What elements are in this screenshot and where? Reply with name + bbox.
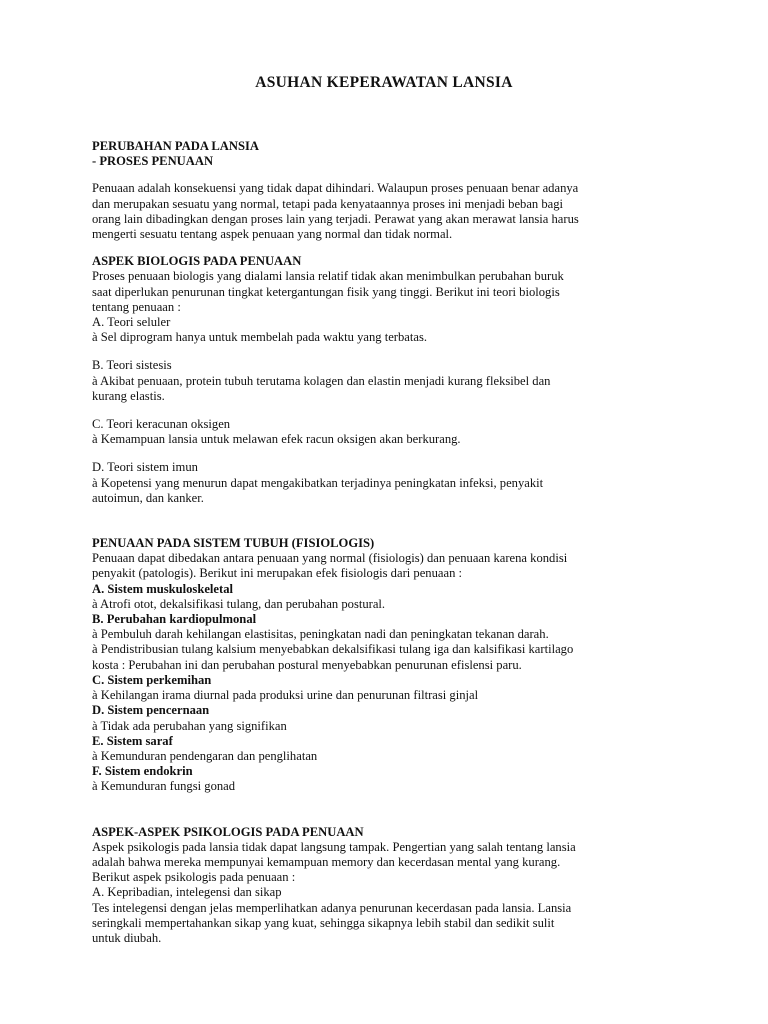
item-text: à Kemampuan lansia untuk melawan efek racun oksigen akan berkurang. <box>92 432 461 447</box>
paragraph-line: Penuaan adalah konsekuensi yang tidak dapat dihindari. Walaupun proses penuaan benar adanya <box>92 181 579 196</box>
item-text: seringkali mempertahankan sikap yang kuat, sehingga sikapnya lebih stabil dan sedikit sulit <box>92 915 555 930</box>
item-text: à Atrofi otot, dekalsifikasi tulang, dan perubahan postural. <box>92 596 386 611</box>
item-text: kosta : Perubahan ini dan perubahan postural menyebabkan penurunan efislensi paru. <box>92 657 522 672</box>
item-text: autoimun, dan kanker. <box>92 490 204 505</box>
item-title: B. Teori sistesis <box>92 358 172 373</box>
item-text: à Kemunduran fungsi gonad <box>92 779 236 794</box>
document-title: ASUHAN KEPERAWATAN LANSIA <box>255 74 513 91</box>
item-title: A. Teori seluler <box>92 315 171 330</box>
item-text: à Kopetensi yang menurun dapat mengakibatkan terjadinya peningkatan infeksi, penyakit <box>92 475 544 490</box>
paragraph-line: tentang penuaan : <box>92 299 181 314</box>
paragraph-line: dan merupakan sesuatu yang normal, tetapi pada kenyataannya proses ini menjadi beban bagi <box>92 196 564 211</box>
item-title: D. Teori sistem imun <box>92 460 198 475</box>
paragraph-line: Penuaan dapat dibedakan antara penuaan yang normal (fisiologis) dan penuaan karena kondisi <box>92 551 568 566</box>
section-heading-perubahan: PERUBAHAN PADA LANSIA <box>92 139 259 153</box>
section-heading-biologis: ASPEK BIOLOGIS PADA PENUAAN <box>92 254 302 269</box>
item-text: à Sel diprogram hanya untuk membelah pada waktu yang terbatas. <box>92 330 428 345</box>
item-text: à Pembuluh darah kehilangan elastisitas, peningkatan nadi dan peningkatan tekanan darah. <box>92 627 549 642</box>
item-title: C. Teori keracunan oksigen <box>92 417 231 432</box>
item-text: kurang elastis. <box>92 388 165 403</box>
item-text: untuk diubah. <box>92 930 162 945</box>
item-text: à Tidak ada perubahan yang signifikan <box>92 718 287 733</box>
item-title: B. Perubahan kardiopulmonal <box>92 612 257 627</box>
document-body <box>92 139 682 946</box>
item-title: D. Sistem pencernaan <box>92 703 210 718</box>
paragraph-line: mengerti sesuatu tentang aspek penuaan yang normal dan tidak normal. <box>92 227 453 242</box>
item-title: E. Sistem saraf <box>92 733 173 748</box>
item-text: à Akibat penuaan, protein tubuh terutama kolagen dan elastin menjadi kurang fleksibel dan <box>92 373 551 388</box>
section-subheading-proses: - PROSES PENUAAN <box>92 154 214 169</box>
item-title: C. Sistem perkemihan <box>92 672 212 687</box>
paragraph-line: penyakit (patologis). Berikut ini merupakan efek fisiologis dari penuaan : <box>92 566 463 581</box>
section-heading-fisiologis: PENUAAN PADA SISTEM TUBUH (FISIOLOGIS) <box>92 536 375 551</box>
item-title: F. Sistem endokrin <box>92 764 193 779</box>
section-heading-psikologis: ASPEK-ASPEK PSIKOLOGIS PADA PENUAAN <box>92 824 364 839</box>
item-title: A. Kepribadian, intelegensi dan sikap <box>92 885 282 900</box>
item-title: A. Sistem muskuloskeletal <box>92 581 233 596</box>
paragraph-line: Berikut aspek psikologis pada penuaan : <box>92 870 296 885</box>
item-text: à Kehilangan irama diurnal pada produksi urine dan penurunan filtrasi ginjal <box>92 688 479 703</box>
paragraph-line: saat diperlukan penurunan tingkat ketergantungan fisik yang tinggi. Berikut ini teori biologis <box>92 284 560 299</box>
item-text: Tes intelegensi dengan jelas memperlihatkan adanya penurunan kecerdasan pada lansia. Lansia <box>92 900 572 915</box>
paragraph-line: Proses penuaan biologis yang dialami lansia relatif tidak akan menimbulkan perubahan buruk <box>92 269 564 284</box>
paragraph-line: Aspek psikologis pada lansia tidak dapat langsung tampak. Pengertian yang salah tentang lansia <box>92 839 576 854</box>
item-text: à Pendistribusian tulang kalsium menyebabkan dekalsifikasi tulang iga dan kalsifikasi kartilago <box>92 642 574 657</box>
paragraph-line: orang lain dibadingkan dengan proses lain yang terjadi. Perawat yang akan merawat lansia harus <box>92 211 579 226</box>
paragraph-line: adalah bahwa mereka mempunyai kemampuan memory dan kecerdasan mental yang kurang. <box>92 854 561 869</box>
item-text: à Kemunduran pendengaran dan penglihatan <box>92 748 318 763</box>
